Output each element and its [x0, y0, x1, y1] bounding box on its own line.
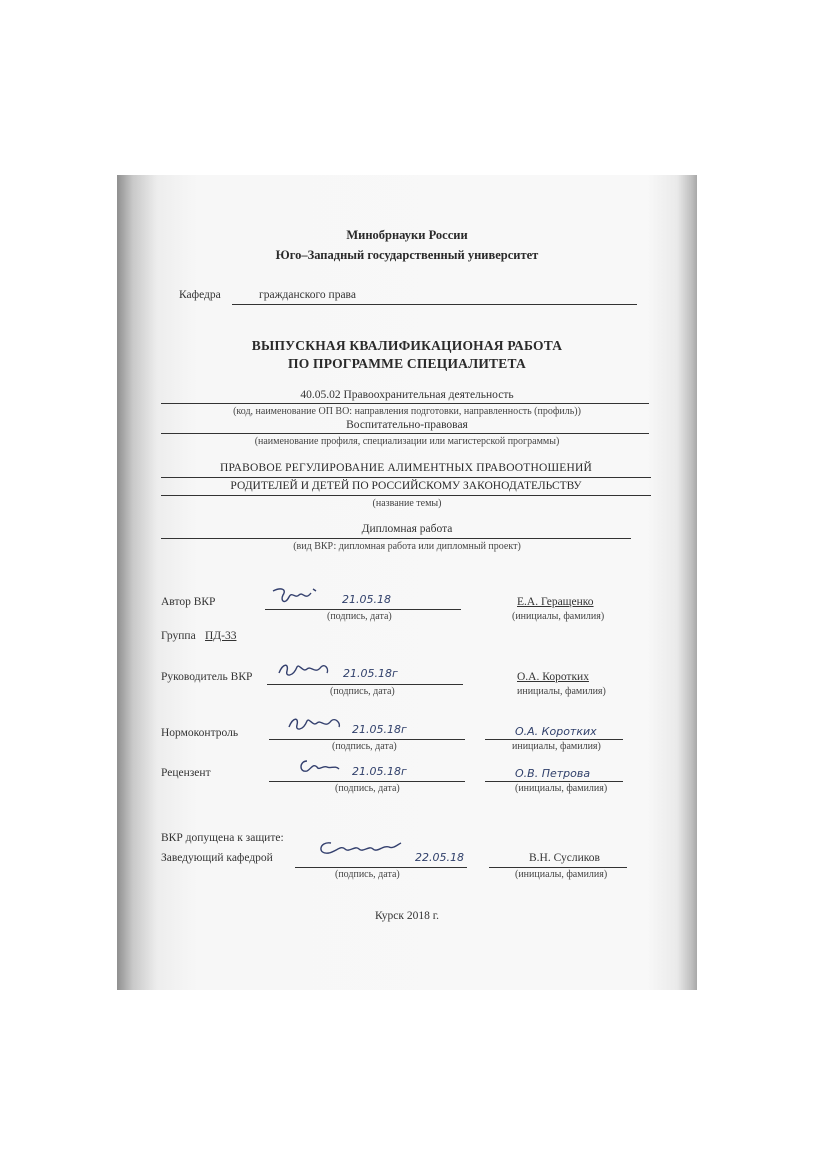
- supervisor-name-caption: инициалы, фамилия): [517, 686, 606, 697]
- work-type-value: Дипломная работа: [361, 523, 453, 535]
- title-page: [117, 175, 697, 990]
- admission-label: ВКР допущена к защите:: [161, 832, 284, 844]
- reviewer-sign-caption: (подпись, дата): [335, 783, 400, 794]
- city-year: Курск 2018 г.: [374, 910, 440, 922]
- topic-caption: (название темы): [372, 498, 442, 509]
- program-profile: Воспитательно-правовая: [346, 419, 468, 431]
- head-signature: [315, 837, 405, 859]
- norm-control-name-line: [485, 739, 623, 740]
- norm-control-name: О.А. Коротких: [515, 725, 597, 738]
- norm-control-date: 21.05.18г: [352, 723, 407, 736]
- norm-control-name-caption: инициалы, фамилия): [512, 741, 601, 752]
- department-value: гражданского права: [259, 289, 356, 301]
- norm-control-label: Нормоконтроль: [161, 727, 239, 739]
- group-value: ПД-33: [205, 630, 237, 642]
- document-title-line2: ПО ПРОГРАММЕ СПЕЦИАЛИТЕТА: [288, 356, 526, 371]
- reviewer-name-caption: (инициалы, фамилия): [515, 783, 608, 794]
- reviewer-sign-line: [269, 781, 465, 782]
- norm-control-sign-caption: (подпись, дата): [332, 741, 397, 752]
- author-sign-caption: (подпись, дата): [327, 611, 392, 622]
- topic-underline1: [161, 477, 651, 478]
- program-code-line: [161, 403, 649, 404]
- head-label: Заведующий кафедрой: [161, 852, 273, 864]
- reviewer-label: Рецензент: [161, 767, 211, 779]
- supervisor-name: О.А. Коротких: [517, 671, 589, 683]
- supervisor-signature: [275, 659, 335, 681]
- author-signature: [269, 585, 329, 607]
- document-title-line1: ВЫПУСКНАЯ КВАЛИФИКАЦИОНАЯ РАБОТА: [251, 338, 563, 353]
- head-date: 22.05.18: [415, 851, 464, 864]
- head-name-line: [489, 867, 627, 868]
- author-name-caption: (инициалы, фамилия): [512, 611, 605, 622]
- topic-underline2: [161, 495, 651, 496]
- author-sign-line: [265, 609, 461, 610]
- norm-control-signature: [285, 713, 347, 735]
- reviewer-name-line: [485, 781, 623, 782]
- ministry-heading: Минобрнауки России: [346, 228, 468, 242]
- program-profile-caption: (наименование профиля, специализации или магистерской программы): [254, 436, 560, 447]
- program-code: 40.05.02 Правоохранительная деятельность: [300, 389, 514, 401]
- norm-control-sign-line: [269, 739, 465, 740]
- department-label: Кафедра: [179, 289, 221, 301]
- group-label: Группа: [161, 630, 196, 642]
- department-line: [232, 304, 637, 305]
- profile-line: [161, 433, 649, 434]
- head-sign-line: [295, 867, 467, 868]
- reviewer-name: О.В. Петрова: [515, 767, 591, 780]
- program-code-caption: (код, наименование ОП ВО: направления подготовки, направленность (профиль)): [233, 406, 581, 417]
- reviewer-date: 21.05.18г: [352, 765, 407, 778]
- head-name: В.Н. Сусликов: [529, 852, 600, 864]
- topic-line1: ПРАВОВОЕ РЕГУЛИРОВАНИЕ АЛИМЕНТНЫХ ПРАВООТНОШЕНИЙ: [219, 462, 593, 474]
- reviewer-signature: [295, 755, 343, 777]
- supervisor-date: 21.05.18г: [343, 667, 398, 680]
- supervisor-label: Руководитель ВКР: [161, 671, 253, 683]
- university-heading: Юго–Западный государственный университет: [275, 248, 539, 262]
- supervisor-sign-caption: (подпись, дата): [330, 686, 395, 697]
- head-sign-caption: (подпись, дата): [335, 869, 400, 880]
- head-name-caption: (инициалы, фамилия): [515, 869, 608, 880]
- author-label: Автор ВКР: [161, 596, 216, 608]
- topic-line2: РОДИТЕЛЕЙ И ДЕТЕЙ ПО РОССИЙСКОМУ ЗАКОНОДАТЕЛЬСТВУ: [230, 480, 582, 492]
- work-type-caption: (вид ВКР: дипломная работа или дипломный проект): [293, 541, 521, 552]
- supervisor-sign-line: [267, 684, 463, 685]
- author-date: 21.05.18: [342, 593, 391, 606]
- author-name: Е.А. Геращенко: [517, 596, 594, 608]
- work-type-line: [161, 538, 631, 539]
